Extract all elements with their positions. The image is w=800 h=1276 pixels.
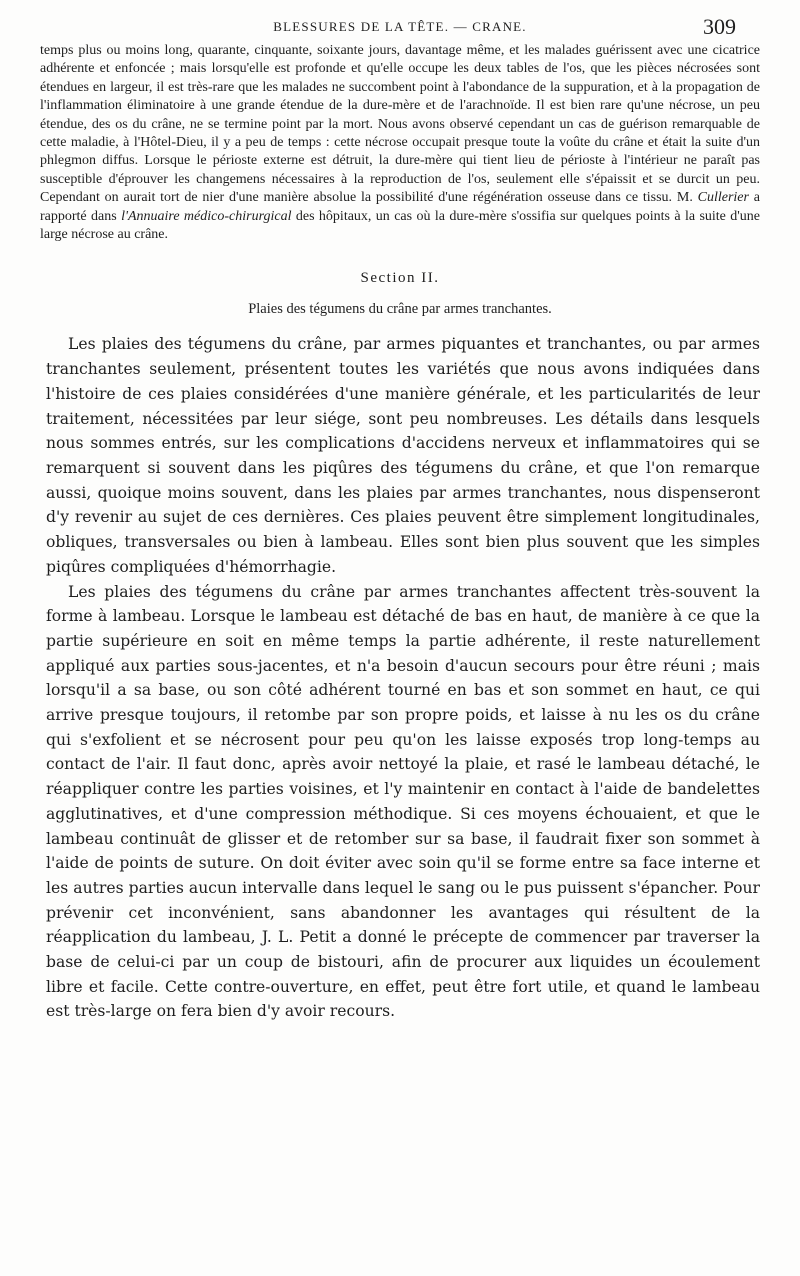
continued-paragraph xyxy=(40,42,760,244)
body-paragraph-2: Les plaies des tégumens du crâne par armes tranchantes affectent très-souvent la forme à lambeau. Lorsque le lambeau est détaché de bas en haut, de manière à ce que la partie supérieure en soit en même temps la partie adhérente, il reste naturellement appliqué aux parties sous-jacentes, et n'a besoin d'aucun secours pour être réuni ; mais lorsqu'il a sa base, ou son côté adhérent tourné en bas et son sommet en haut, ce qui arrive presque toujours, il retombe par son propre poids, et laisse à nu les os du crâne qui s'exfolient et se nécrosent pour peu qu'on les laisse exposés trop long-temps au contact de l'air. Il faut donc, après avoir nettoyé la plaie, et rasé le lambeau détaché, le réappliquer contre les parties voisines, et l'y maintenir en contact à l'aide de bandelettes agglutinatives, et d'une compression méthodique. Si ces moyens échouaient, et que le lambeau continuât de glisser et de retomber sur sa base, il faudrait fixer son sommet à l'aide de points de suture. On doit éviter avec soin qu'il se forme entre sa face interne et les autres parties aucun intervalle dans lequel le sang ou le pus puissent s'épancher. Pour prévenir cet inconvénient, sans abandonner les avantages qui résultent de la réapplication du lambeau, J. L. Petit a donné le précepte de commencer par traverser la base de celui-ci par un coup de bistouri, afin de procurer aux liquides un écoulement libre et facile. Cette contre-ouverture, en effet, peut être fort utile, et quand le lambeau est très-large on fera bien d'y avoir recours. xyxy=(46,582,760,1021)
section-subtitle: Plaies des tégumens du crâne par armes tranchantes. xyxy=(248,301,552,318)
note-text-a: temps plus ou moins long, quarante, cinquante, soixante jours, davantage même, et les malades guérissent avec une cicatrice adhérente et enfoncée ; mais lorsqu'elle est profonde et qu'elle occupe les deux tables de l'os, que les pièces nécrosées sont étendues en largeur, il est très-rare que les malades ne succombent point à l'abondance de la suppuration, et à la propagation de l'inflammation éliminatoire à une grande étendue de la dure-mère et de l'arachnoïde. Il est bien rare qu'une nécrose, un peu étendue, des os du crâne, ne se termine point par la mort. Nous avons observé cependant un cas de guérison remarquable de cette maladie, à l'Hôtel-Dieu, il y a peu de temps : cette nécrose occupait presque toute la voûte du crâne et était la suite d'un phlegmon diffus. Lorsque le périoste externe est détruit, la dure-mère qui tient lieu de périoste à l'intérieur ne paraît pas susceptible d'éprouver les changemens nécessaires à la reproduction de l'os, seulement elle s'épaissit et se durcit un peu. Cependant on aurait tort de nier d'une manière absolue la possibilité d'une régénération osseuse dans ce tissu. M. xyxy=(40,43,760,206)
author-name: Cullerier xyxy=(697,190,749,206)
section-heading: Section II. xyxy=(360,270,440,287)
body-paragraph-1: Les plaies des tégumens du crâne, par armes piquantes et tranchantes, ou par armes tranchantes seulement, présentent toutes les variétés que nous avons indiquées dans l'histoire de ces plaies considérées d'une manière générale, et les particularités de leur traitement, nécessitées par leur siége, sont peu nombreuses. Les détails dans lesquels nous sommes entrés, sur les complications d'accidens nerveux et inflammatoires qui se remarquent si souvent dans les piqûres des tégumens du crâne, et que l'on remarque aussi, quoique moins souvent, dans les plaies par armes tranchantes, nous dispenseront d'y revenir au sujet de ces dernières. Ces plaies peuvent être simplement longitudinales, obliques, transversales ou bien à lambeau. Elles sont bien plus souvent que les simples piqûres compliquées d'hémorrhagie. xyxy=(46,335,760,576)
running-head xyxy=(40,12,760,42)
note-text-b: a rapporté dans xyxy=(40,190,761,224)
page-number: 309 xyxy=(703,14,736,39)
journal-title: l'Annuaire médico-chirurgical xyxy=(121,208,292,224)
main-text xyxy=(40,332,760,1024)
note-text-c: des hôpitaux, un cas où la dure-mère s'ossifia sur quelques points à la suite d'une large nécrose au crâne. xyxy=(40,208,761,243)
running-head-title: BLESSURES DE LA TÊTE. — CRANE. xyxy=(273,19,527,34)
continued-paragraph-text xyxy=(40,42,760,244)
